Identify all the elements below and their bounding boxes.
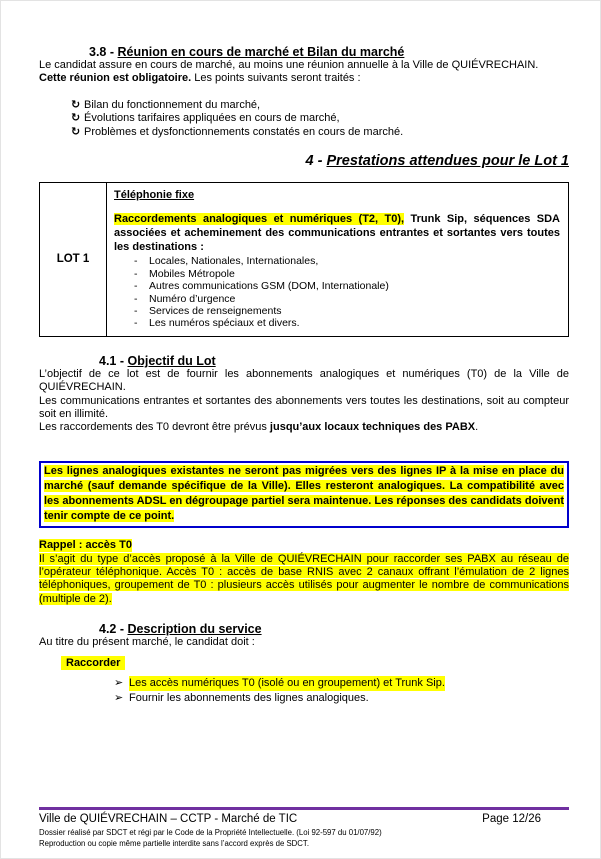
list-item xyxy=(134,305,560,317)
list-item xyxy=(134,268,560,280)
paragraph-intro-4-2: Au titre du présent marché, le candidat doit : xyxy=(39,635,255,648)
list-item-text: Locales, Nationales, Internationales, xyxy=(149,255,319,268)
dash-bullet: - xyxy=(134,255,138,268)
footer-page-number: Page 12/26 xyxy=(482,813,541,825)
table-row xyxy=(40,183,569,337)
list-item xyxy=(134,280,560,292)
section-heading-3-8 xyxy=(89,45,569,59)
highlighted-notice-text: Les lignes analogiques existantes ne seront pas migrées vers des lignes IP à la mise en place du marché (sauf demande spécifique de la Ville). Elles resteront analogiques. La compatibilité avec les abonnements ADSL en dégroupage partiel sera maintenue. Les réponses des candidats doivent tenir compte de ce point. xyxy=(44,464,564,522)
destinations-list xyxy=(134,255,560,329)
lot-description-cell xyxy=(107,183,569,337)
lot1-table xyxy=(39,182,569,337)
bold-run: jusqu’aux locaux techniques des PABX xyxy=(269,421,476,434)
dash-bullet: - xyxy=(134,267,138,280)
footer-document-title: Ville de QUIÉVRECHAIN – CCTP - Marché de TIC xyxy=(39,813,298,825)
highlighted-run: Raccorder xyxy=(61,656,125,670)
section-title: Objectif du Lot xyxy=(127,353,216,368)
list-item xyxy=(114,691,569,706)
list-item xyxy=(134,317,560,329)
paragraph-objective: L’objectif de ce lot est de fournir les abonnements analogiques et numériques (T0) de la Ville de QUIÉVRECHAIN. xyxy=(39,367,569,394)
text-run: Les raccordements des T0 devront être prévus xyxy=(39,421,270,434)
highlighted-run: Il s’agit du type d’accès proposé à la Ville de QUIÉVRECHAIN pour raccorder ses PABX au réseau de l’opérateur téléphonique. Accès T0 : accès de base RNIS avec 2 canaux offrant l’émulation de 2 lignes téléphoniques, groupement de T0 : plusieurs accès utilisés pour augmenter le nombre de communications (multiple de 2). xyxy=(39,552,569,605)
section-number: 4.1 - xyxy=(99,353,128,368)
rappel-title: Rappel : accès T0 xyxy=(39,538,132,551)
section-number: 4 - xyxy=(305,153,327,170)
paragraph-communications: Les communications entrantes et sortantes des abonnements vers toutes les destinations, soit au compteur soit en illimité. xyxy=(39,394,569,421)
rappel-text xyxy=(39,553,569,606)
list-item-text: Numéro d’urgence xyxy=(149,292,236,305)
list-item xyxy=(71,126,569,139)
paragraph-raccordements xyxy=(39,421,569,434)
section-heading-4-2 xyxy=(99,622,569,636)
dash-bullet: - xyxy=(134,317,138,330)
page-footer xyxy=(39,807,569,849)
dash-bullet: - xyxy=(134,292,138,305)
list-item-text: Problèmes et dysfonctionnements constatés en cours de marché. xyxy=(84,125,404,138)
list-item xyxy=(71,99,569,112)
paragraph-mandatory-meeting xyxy=(39,72,569,85)
section-title: Description du service xyxy=(127,621,262,636)
bold-run: Cette réunion est obligatoire. xyxy=(39,72,192,85)
notice-box xyxy=(39,461,569,528)
text-run: Les points suivants seront traités : xyxy=(191,72,361,85)
raccorder-items-list xyxy=(114,676,569,705)
list-item-text: Mobiles Métropole xyxy=(149,267,235,280)
section-number: 3.8 - xyxy=(89,45,118,59)
section-title: Prestations attendues pour le Lot 1 xyxy=(326,153,569,170)
arrowhead-bullet-icon: ➢ xyxy=(114,677,124,690)
text-run: . xyxy=(475,421,479,434)
rappel-block xyxy=(39,535,569,606)
action-label-raccorder xyxy=(61,656,569,670)
text-run: Trunk Sip, séquences SDA associées et acheminement des communications entrantes et sortantes vers toutes les destinations : xyxy=(114,213,561,253)
dash-bullet: - xyxy=(134,305,138,318)
list-item-text: Les numéros spéciaux et divers. xyxy=(149,317,300,330)
list-item xyxy=(114,676,569,691)
section-title: Réunion en cours de marché et Bilan du marché xyxy=(117,45,405,59)
lot-description xyxy=(114,213,560,254)
list-item xyxy=(134,255,560,267)
list-item-text: Services de renseignements xyxy=(149,305,282,318)
meeting-topics-list xyxy=(71,99,569,139)
paragraph-annual-meeting: Le candidat assure en cours de marché, au moins une réunion annuelle à la Ville de QUIÉVRECHAIN. xyxy=(39,59,539,71)
service-title: Téléphonie fixe xyxy=(114,189,195,202)
list-item-text: Bilan du fonctionnement du marché, xyxy=(84,98,261,111)
footer-rule xyxy=(39,807,569,810)
section-heading-4-1 xyxy=(99,354,569,368)
chapter-heading-4 xyxy=(39,153,569,170)
circular-arrow-bullet-icon: ↻ xyxy=(71,98,81,111)
footer-copyright-line2: Reproduction ou copie même partielle interdite sans l’accord exprès de SDCT. xyxy=(39,839,309,848)
dash-bullet: - xyxy=(134,280,138,293)
circular-arrow-bullet-icon: ↻ xyxy=(71,125,81,138)
highlighted-run: Raccordements analogiques et numériques (T2, T0), xyxy=(114,213,405,226)
list-item-text: Fournir les abonnements des lignes analogiques. xyxy=(129,691,369,704)
section-number: 4.2 - xyxy=(99,621,128,636)
highlighted-list-item-text: Les accès numériques T0 (isolé ou en groupement) et Trunk Sip. xyxy=(129,677,445,690)
list-item-text: Évolutions tarifaires appliquées en cours de marché, xyxy=(84,112,340,125)
footer-main-line xyxy=(39,812,569,827)
list-item-text: Autres communications GSM (DOM, Internationale) xyxy=(149,280,389,293)
list-item xyxy=(134,293,560,305)
circular-arrow-bullet-icon: ↻ xyxy=(71,112,81,125)
lot-label-cell: LOT 1 xyxy=(40,183,107,337)
footer-copyright-line1: Dossier réalisé par SDCT et régi par le Code de la Propriété Intellectuelle. (Loi 92-597 du 01/07/92) xyxy=(39,828,382,837)
list-item xyxy=(71,112,569,125)
arrowhead-bullet-icon: ➢ xyxy=(114,691,124,704)
